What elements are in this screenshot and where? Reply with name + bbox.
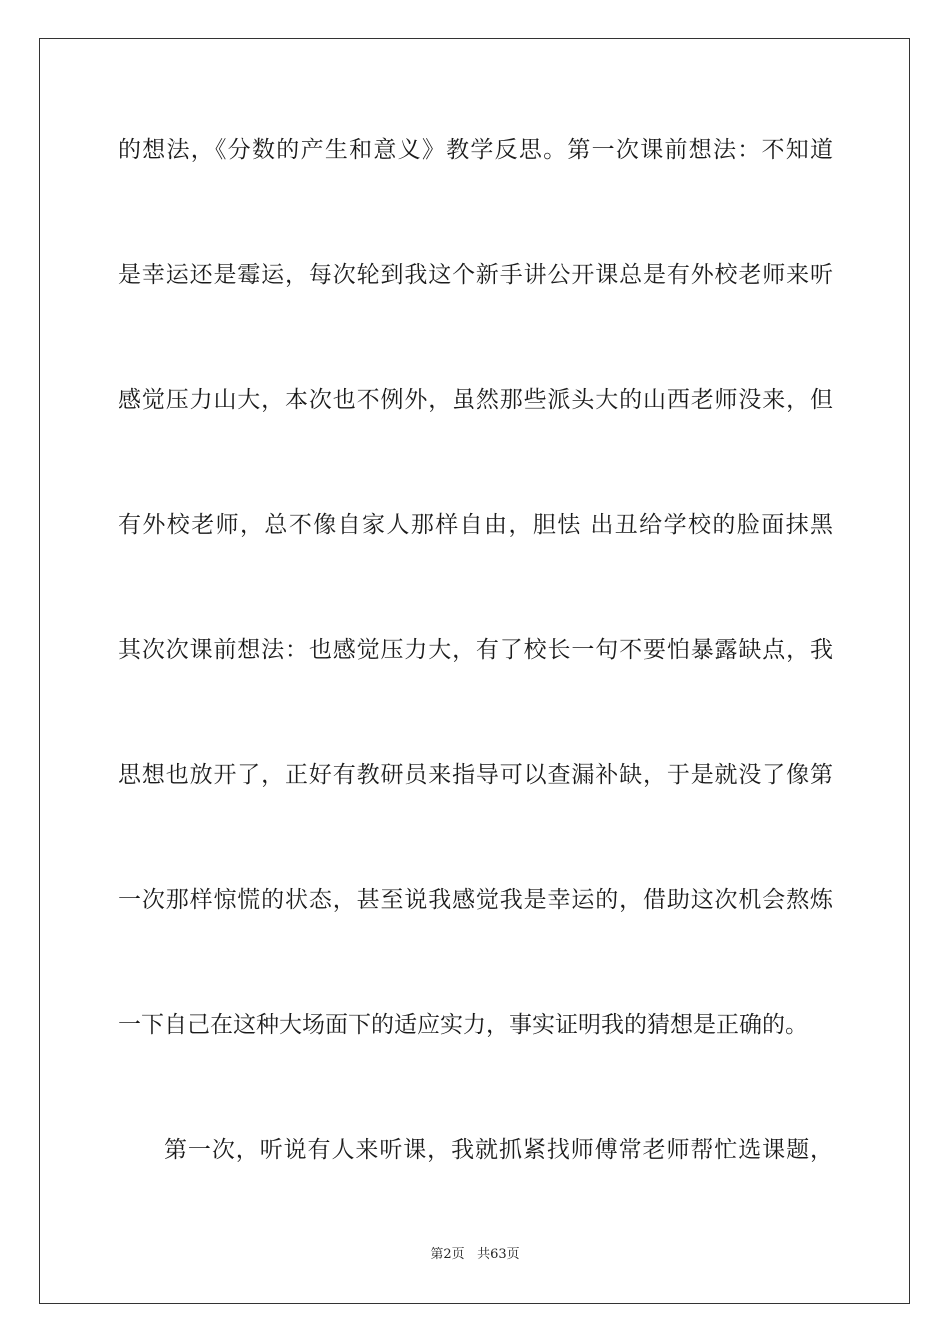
text-line-7: 一次那样惊慌的状态，甚至说我感觉我是幸运的，借助这次机会熬炼 (118, 887, 833, 913)
text-line-9: 第一次，听说有人来听课，我就抓紧找师傅常老师帮忙选课题， (164, 1137, 833, 1163)
text-line-5: 其次次课前想法：也感觉压力大，有了校长一句不要怕暴露缺点，我 (118, 637, 833, 663)
page-border (39, 38, 910, 1304)
text-line-4: 有外校老师，总不像自家人那样自由，胆怯 出丑给学校的脸面抹黑 (118, 512, 833, 538)
text-line-2: 是幸运还是霉运，每次轮到我这个新手讲公开课总是有外校老师来听 (118, 262, 833, 288)
text-line-3: 感觉压力山大，本次也不例外，虽然那些派头大的山西老师没来，但 (118, 387, 833, 413)
text-line-8: 一下自己在这种大场面下的适应实力，事实证明我的猜想是正确的。 (118, 1012, 808, 1038)
page-total: 共63页 (477, 1247, 520, 1262)
text-line-6: 思想也放开了，正好有教研员来指导可以查漏补缺，于是就没了像第 (118, 762, 833, 788)
page-number: 第2页 (430, 1247, 465, 1262)
text-line-1: 的想法，《分数的产生和意义》教学反思。第一次课前想法：不知道 (118, 137, 833, 163)
page-footer (0, 1245, 950, 1265)
